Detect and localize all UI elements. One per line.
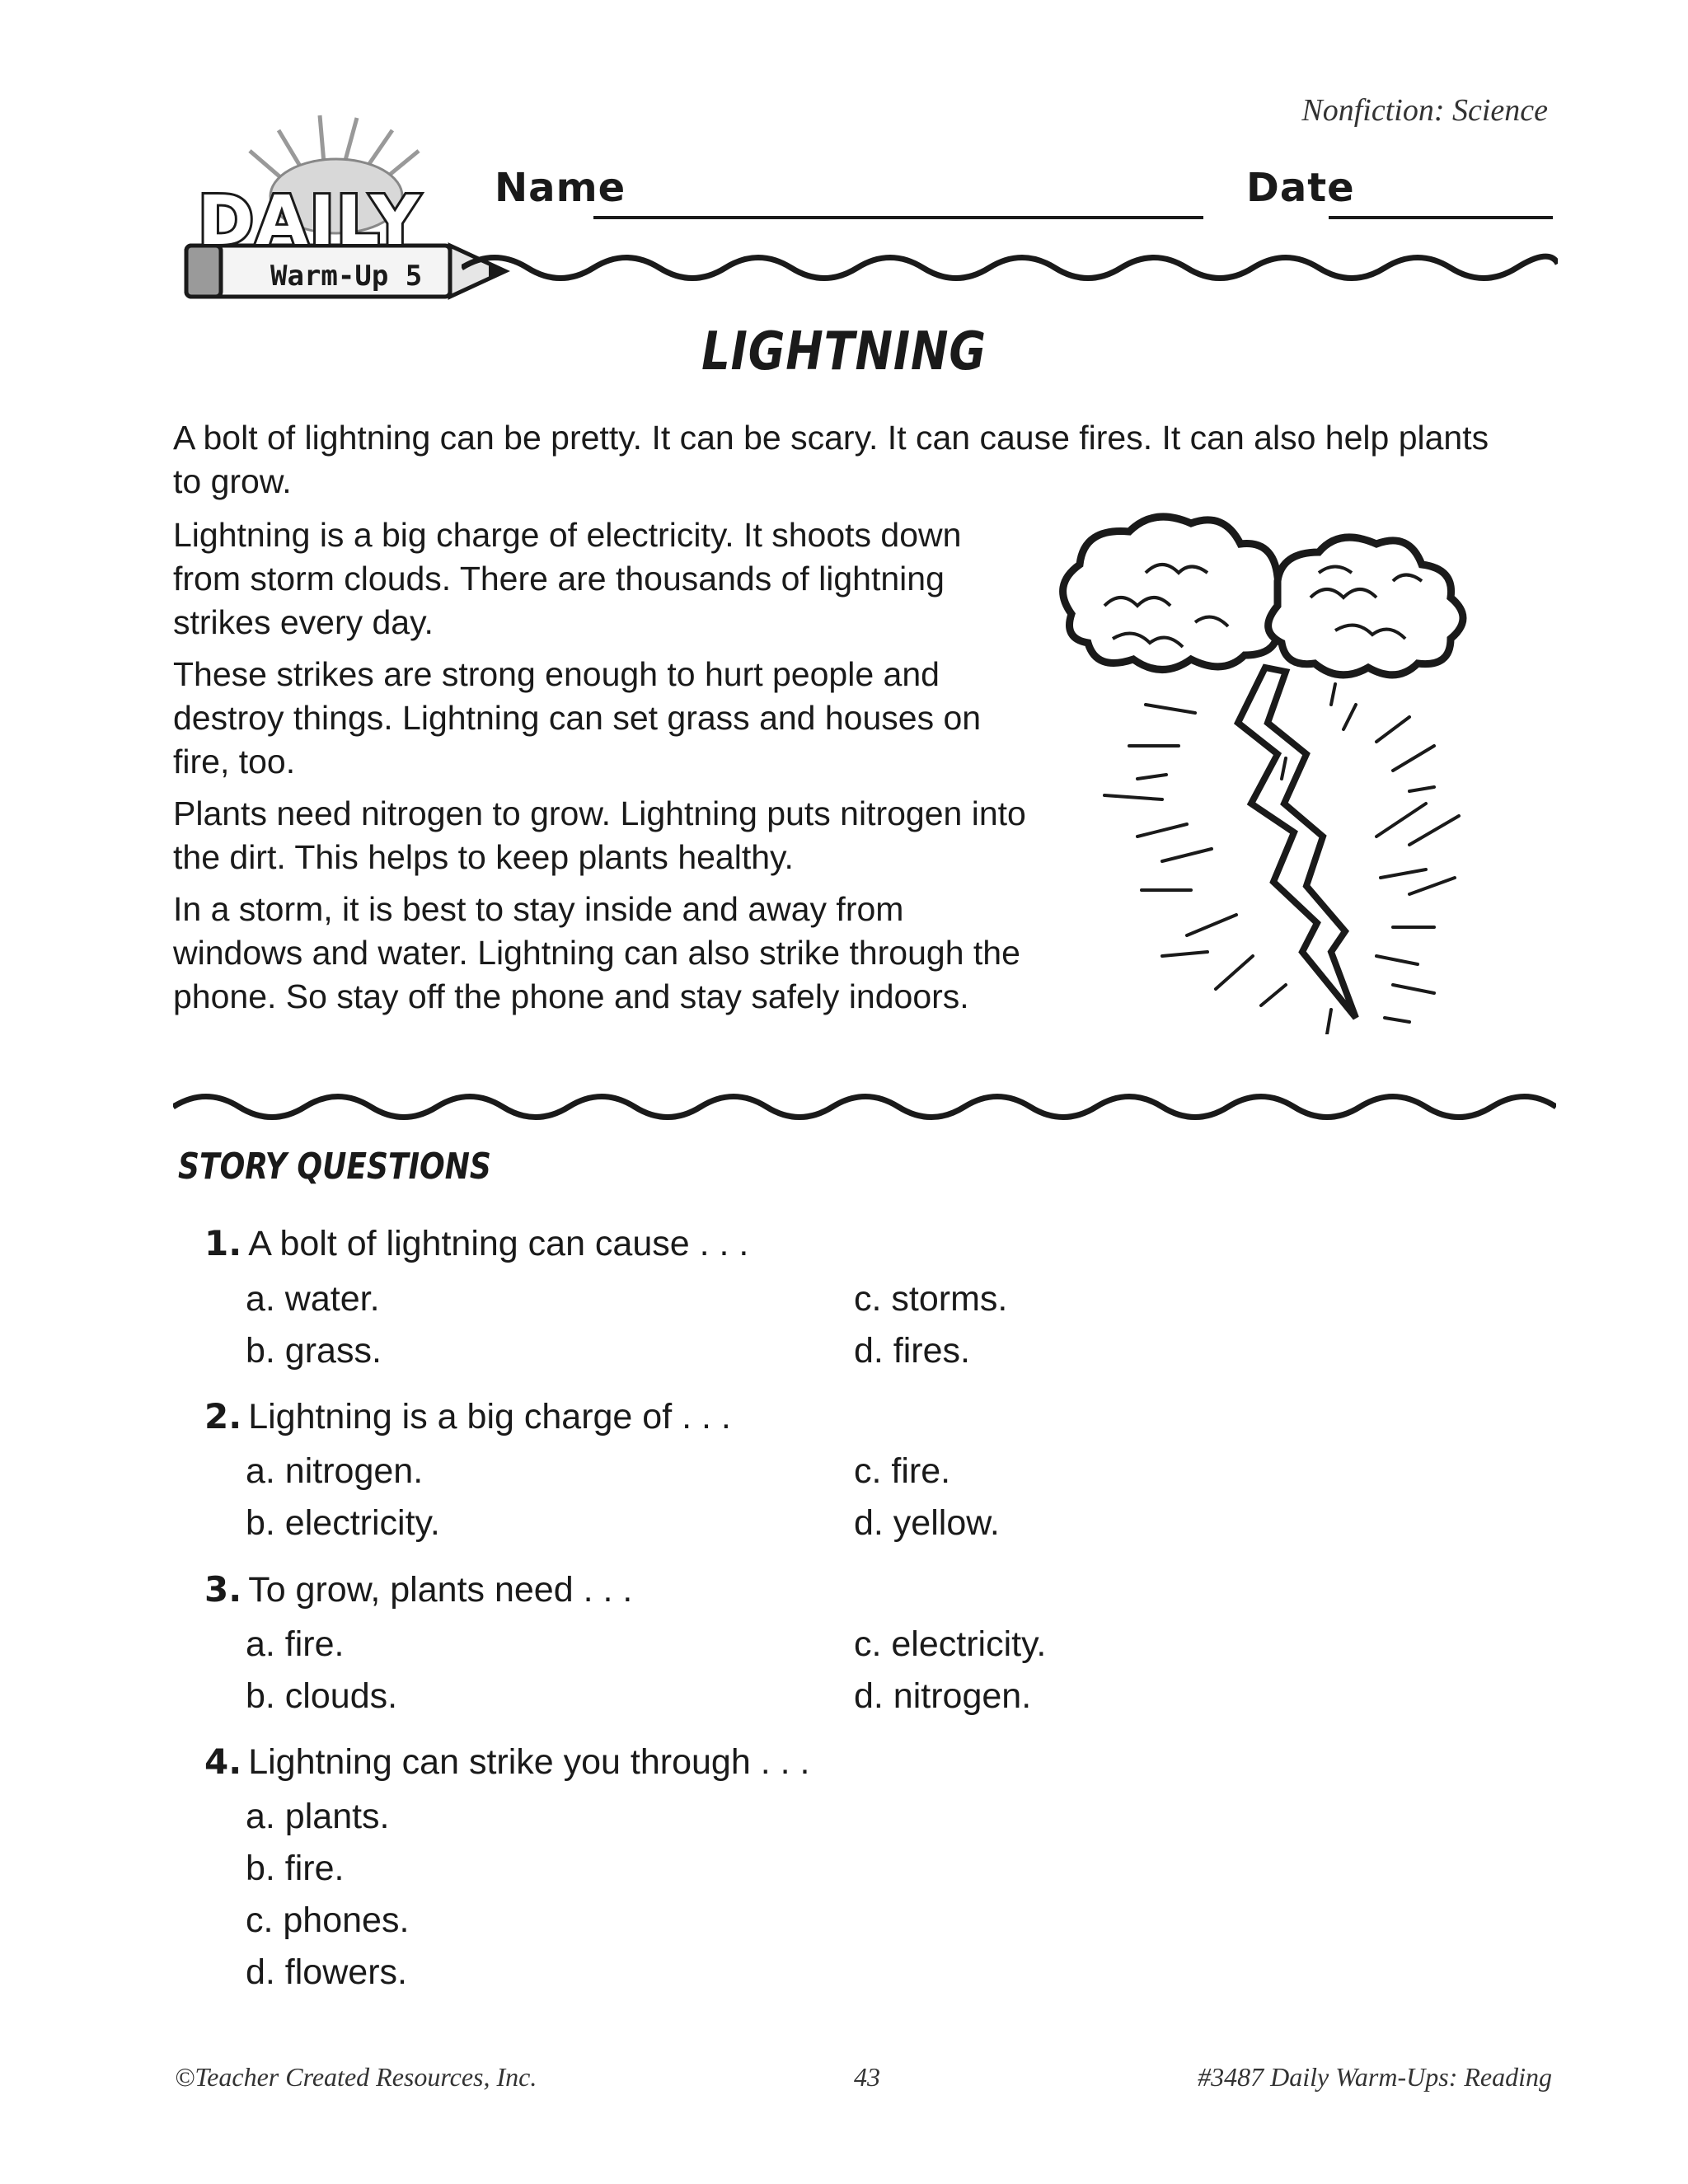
storm-cloud-lightning-illustration bbox=[1047, 507, 1541, 1034]
question-2-option-d[interactable]: d. yellow. bbox=[854, 1503, 1000, 1543]
logo-warmup-text: Warm-Up 5 bbox=[270, 260, 423, 293]
question-3-option-b[interactable]: b. clouds. bbox=[246, 1676, 398, 1716]
story-paragraph-1: A bolt of lightning can be pretty. It can be scary. It can cause fires. It can also help plants to grow. bbox=[173, 419, 1489, 500]
footer-page-number: 43 bbox=[854, 2062, 880, 2092]
question-4-option-c[interactable]: c. phones. bbox=[246, 1900, 410, 1940]
story-paragraph-5: In a storm, it is best to stay inside and away from windows and water. Lightning can also strike through the phone. So stay off the phone and stay safely indoors. bbox=[173, 890, 1020, 1015]
story-questions-heading: STORY QUESTIONS bbox=[178, 1146, 491, 1188]
question-4-option-b[interactable]: b. fire. bbox=[246, 1849, 345, 1888]
footer-copyright: ©Teacher Created Resources, Inc. bbox=[175, 2062, 537, 2092]
question-text: A bolt of lightning can cause . . . bbox=[248, 1224, 749, 1263]
question-text: To grow, plants need . . . bbox=[248, 1570, 633, 1610]
story-paragraph-2: Lightning is a big charge of electricity. It shoots down from storm clouds. There are thousands of lightning strikes every day. bbox=[173, 516, 962, 641]
question-3-option-c[interactable]: c. electricity. bbox=[854, 1624, 1047, 1664]
question-1-option-c[interactable]: c. storms. bbox=[854, 1279, 1008, 1319]
question-3 bbox=[204, 1569, 632, 1610]
logo-daily-text: DAILY bbox=[198, 182, 421, 260]
question-2-option-b[interactable]: b. electricity. bbox=[246, 1503, 440, 1543]
question-4 bbox=[204, 1741, 809, 1783]
date-field[interactable] bbox=[1329, 216, 1553, 219]
question-number: 4. bbox=[204, 1741, 242, 1782]
question-number: 2. bbox=[204, 1396, 242, 1436]
question-1-option-b[interactable]: b. grass. bbox=[246, 1331, 382, 1371]
question-1 bbox=[204, 1223, 748, 1264]
question-2-option-c[interactable]: c. fire. bbox=[854, 1451, 951, 1491]
question-1-option-d[interactable]: d. fires. bbox=[854, 1331, 970, 1371]
header-wave-divider bbox=[462, 247, 1558, 288]
question-number: 1. bbox=[204, 1223, 242, 1263]
question-3-option-a[interactable]: a. fire. bbox=[246, 1624, 345, 1664]
question-4-option-d[interactable]: d. flowers. bbox=[246, 1952, 407, 1992]
story-paragraph-3: These strikes are strong enough to hurt people and destroy things. Lightning can set grass and houses on fire, too. bbox=[173, 655, 982, 780]
question-2 bbox=[204, 1396, 731, 1437]
story-paragraph-4: Plants need nitrogen to grow. Lightning puts nitrogen into the dirt. This helps to keep plants healthy. bbox=[173, 794, 1026, 876]
category-label: Nonfiction: Science bbox=[1301, 93, 1548, 128]
question-text: Lightning can strike you through . . . bbox=[248, 1742, 810, 1782]
question-text: Lightning is a big charge of . . . bbox=[248, 1397, 731, 1436]
question-4-option-a[interactable]: a. plants. bbox=[246, 1797, 390, 1836]
question-number: 3. bbox=[204, 1569, 242, 1610]
name-label: Name bbox=[495, 165, 626, 211]
name-field[interactable] bbox=[593, 216, 1203, 219]
question-1-option-a[interactable]: a. water. bbox=[246, 1279, 380, 1319]
question-2-option-a[interactable]: a. nitrogen. bbox=[246, 1451, 424, 1491]
question-3-option-d[interactable]: d. nitrogen. bbox=[854, 1676, 1032, 1716]
section-wave-divider bbox=[173, 1086, 1556, 1127]
date-label: Date bbox=[1246, 165, 1355, 211]
page-title: LIGHTNING bbox=[701, 321, 987, 382]
footer-book-title: #3487 Daily Warm-Ups: Reading bbox=[1198, 2062, 1552, 2092]
